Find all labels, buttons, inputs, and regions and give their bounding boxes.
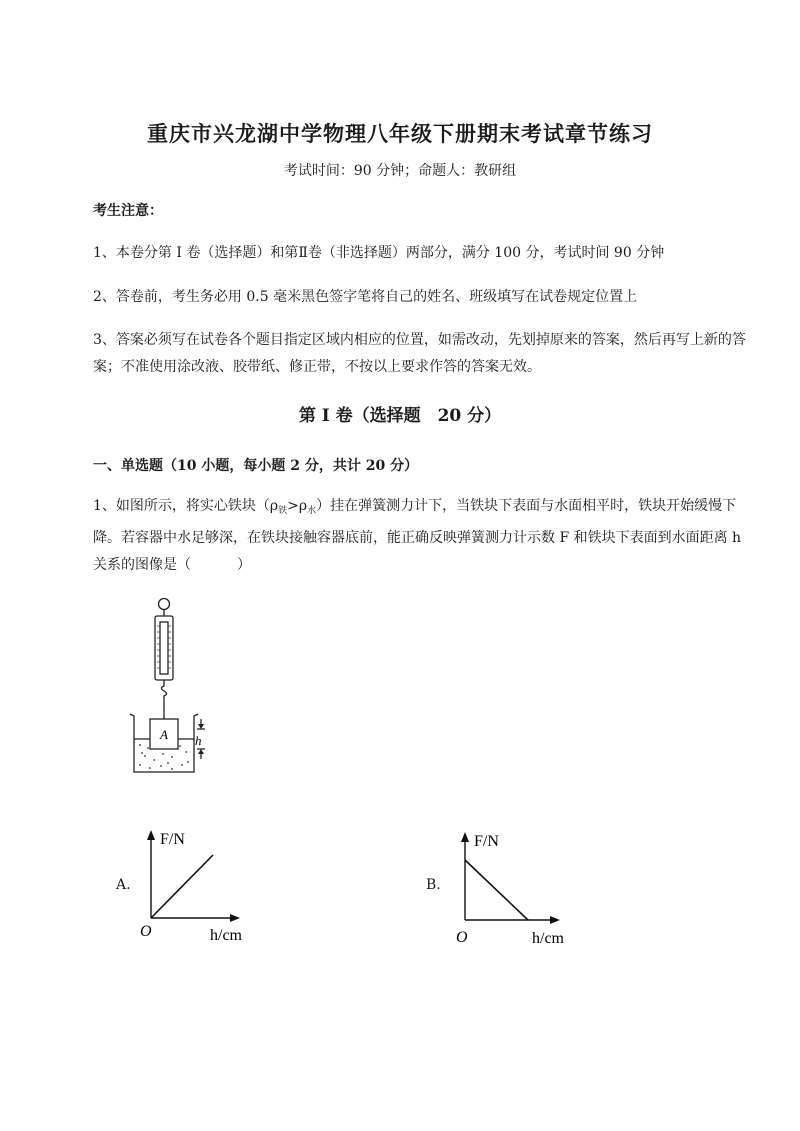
block-label: A xyxy=(160,727,168,742)
option-b-x-axis: h/cm xyxy=(532,930,564,947)
spring-scale-figure xyxy=(128,596,212,780)
option-b-origin: O xyxy=(456,929,468,946)
notice-heading: 考生注意： xyxy=(93,203,163,219)
exam-info: 考试时间：90 分钟；命题人：教研组 xyxy=(283,163,517,179)
question-1-text: 1、如图所示，将实心铁块$(\rho_铁>\rho_水)$挂在弹簧测力计下，当铁块下表面与水面相平时，铁块开始缓慢下降。若容器中水足够深，在铁块接触容器底前，能正确反映弹簧测力计示数 F 和铁块下表面到水面距离 h 关系的图像是（ ） xyxy=(93,498,742,573)
option-a-line xyxy=(151,855,213,918)
option-a-x-axis: h/cm xyxy=(210,927,242,944)
option-b-y-axis: F/N xyxy=(474,833,499,850)
option-a-label[interactable]: A. xyxy=(116,877,131,893)
part-heading: 一、单选题（10 小题，每小题 2 分，共计 20 分） xyxy=(93,458,419,474)
option-a-origin: O xyxy=(140,923,152,940)
notice-item-3: 3、答案必须写在试卷各个题目指定区域内相应的位置，如需改动，先划掉原来的答案，然后再写上新的答案；不准使用涂改液、胶带纸、修正带，不按以上要求作答的答案无效。 xyxy=(93,332,746,375)
depth-label: h xyxy=(195,733,202,748)
option-a-y-axis: F/N xyxy=(160,831,185,848)
option-a-graph xyxy=(138,820,256,946)
section-title: 第 I 卷（选择题 20 分） xyxy=(298,406,502,426)
notice-item-2: 2、答卷前，考生务必用 0.5 毫米黑色签字笔将自己的姓名、班级填写在试卷规定位置上 xyxy=(93,289,638,305)
option-b-label[interactable]: B. xyxy=(426,877,441,893)
option-b-line xyxy=(465,860,528,920)
page-title: 重庆市兴龙湖中学物理八年级下册期末考试章节练习 xyxy=(147,121,653,146)
notice-item-1: 1、本卷分第 I 卷（选择题）和第Ⅱ卷（非选择题）两部分，满分 100 分，考试时间 90 分钟 xyxy=(93,245,665,261)
option-b-graph xyxy=(452,822,578,948)
